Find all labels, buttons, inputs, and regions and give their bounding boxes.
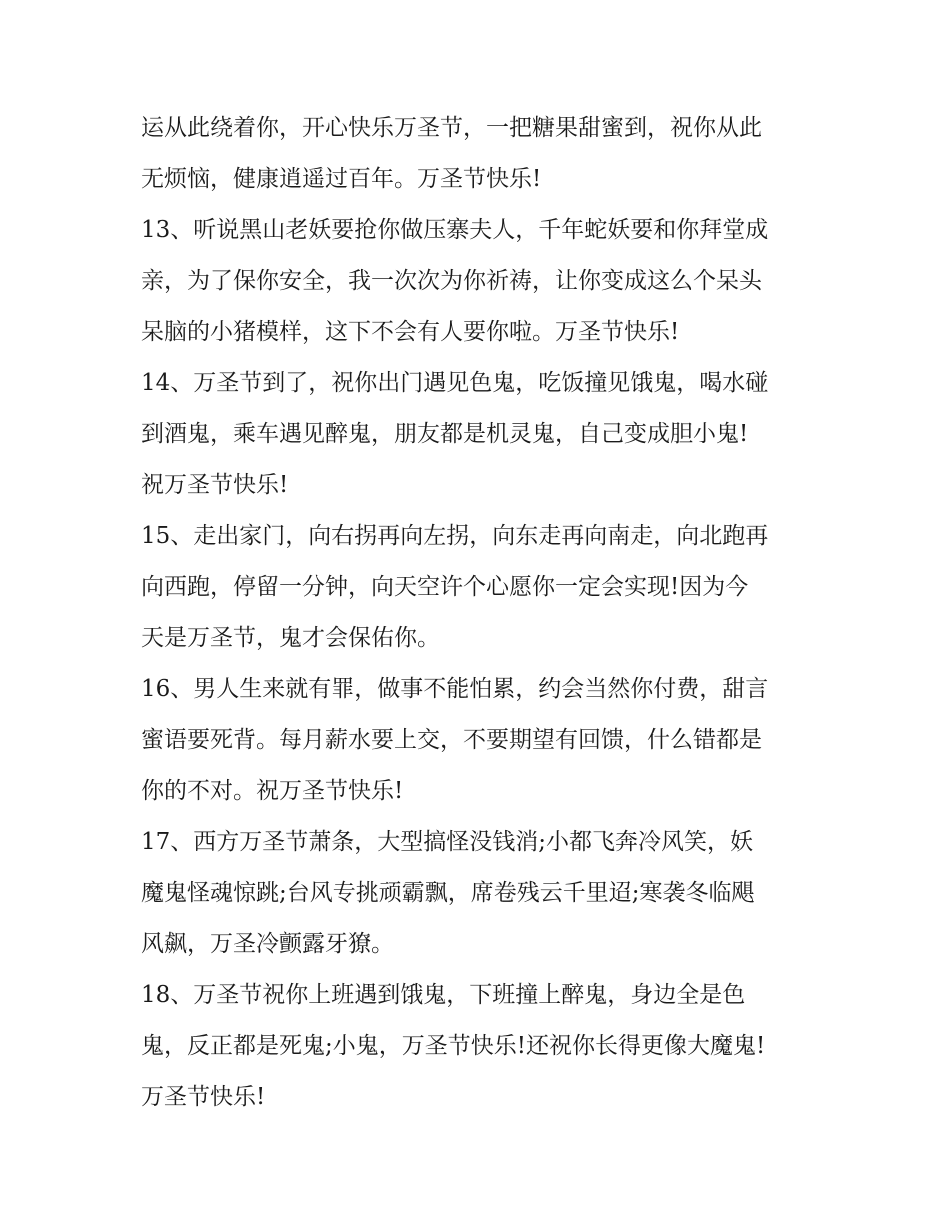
text-line: 魔鬼怪魂惊跳;台风专挑顽霸飘，席卷残云千里迢;寒袭冬临飓 [141, 880, 755, 906]
text-line: 亲，为了保你安全，我一次次为你祈祷，让你变成这么个呆头 [141, 268, 762, 294]
text-line: 到酒鬼，乘车遇见醉鬼，朋友都是机灵鬼，自己变成胆小鬼! [141, 421, 749, 447]
text-line: 运从此绕着你，开心快乐万圣节，一把糖果甜蜜到，祝你从此 [141, 115, 762, 141]
text-line: 鬼，反正都是死鬼;小鬼，万圣节快乐!还祝你长得更像大魔鬼! [141, 1033, 766, 1059]
text-line: 16、男人生来就有罪，做事不能怕累，约会当然你付费，甜言 [141, 676, 769, 702]
text-line: 蜜语要死背。每月薪水要上交，不要期望有回馈，什么错都是 [141, 727, 762, 753]
text-line: 13、听说黑山老妖要抢你做压寨夫人，千年蛇妖要和你拜堂成 [141, 217, 769, 243]
text-line: 15、走出家门，向右拐再向左拐，向东走再向南走，向北跑再 [141, 523, 769, 549]
document-body [141, 103, 821, 1123]
text-line: 向西跑，停留一分钟，向天空许个心愿你一定会实现!因为今 [141, 574, 749, 600]
text-line: 18、万圣节祝你上班遇到饿鬼，下班撞上醉鬼，身边全是色 [141, 982, 746, 1008]
text-line: 风飙，万圣冷颤露牙獠。 [141, 931, 394, 957]
text-line: 天是万圣节，鬼才会保佑你。 [141, 625, 440, 651]
text-line: 祝万圣节快乐! [141, 472, 289, 498]
text-line: 你的不对。祝万圣节快乐! [141, 778, 404, 804]
text-line: 万圣节快乐! [141, 1084, 266, 1110]
text-line: 14、万圣节到了，祝你出门遇见色鬼，吃饭撞见饿鬼，喝水碰 [141, 370, 769, 396]
text-line: 呆脑的小猪模样，这下不会有人要你啦。万圣节快乐! [141, 319, 680, 345]
text-line: 17、西方万圣节萧条，大型搞怪没钱消;小都飞奔冷风笑，妖 [141, 829, 754, 855]
text-line: 无烦恼，健康逍遥过百年。万圣节快乐! [141, 166, 542, 192]
